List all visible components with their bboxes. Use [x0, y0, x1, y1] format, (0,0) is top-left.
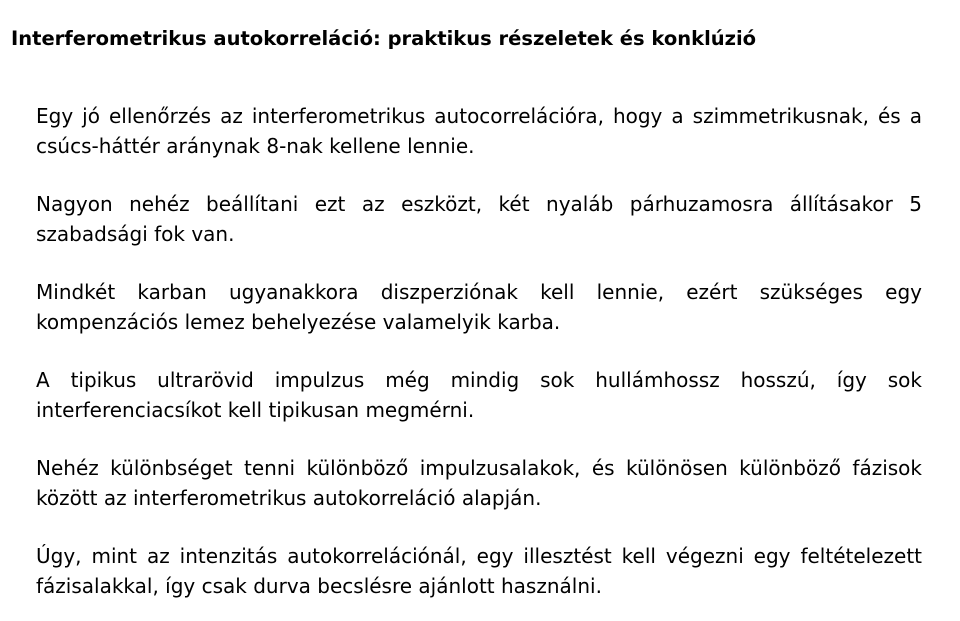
slide-title: Interferometrikus autokorreláció: praktikus részeletek és konklúzió [11, 27, 757, 50]
slide-body [36, 101, 922, 601]
paragraph-alignment-difficulty: Nagyon nehéz beállítani ezt az eszközt, két nyaláb párhuzamosra állításakor 5 szabadsági fok van. [36, 192, 922, 246]
paragraph-dispersion-compensation: Mindkét karban ugyanakkora diszperziónak kell lennie, ezért szükséges egy kompenzációs lemez behelyezése valamelyik karba. [36, 280, 922, 334]
paragraph-symmetry-check: Egy jó ellenőrzés az interferometrikus autocorrelációra, hogy a szimmetrikusnak, és a csúcs-háttér aránynak 8-nak kellene lennie. [36, 104, 922, 158]
paragraph-fringe-count: A tipikus ultrarövid impulzus még mindig sok hullámhossz hosszú, így sok interferenciacsíkot kell tipikusan megmérni. [36, 368, 922, 422]
paragraph-fitting-estimate: Úgy, mint az intenzitás autokorrelációnál, egy illesztést kell végezni egy feltételezett fázisalakkal, így csak durva becslésre ajánlott használni. [36, 544, 922, 598]
paragraph-pulse-shape-ambiguity: Nehéz különbséget tenni különböző impulzusalakok, és különösen különböző fázisok között az interferometrikus autokorreláció alapján. [36, 456, 922, 510]
